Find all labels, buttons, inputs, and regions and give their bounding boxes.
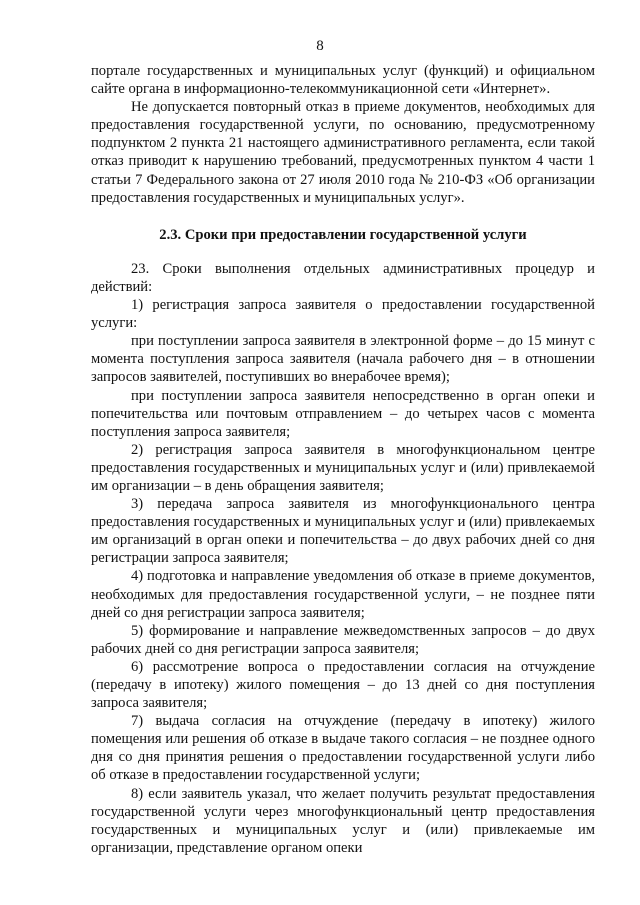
paragraph-continuation: порталe государственных и муниципальных услуг (функций) и официальном сайте органа в информационно-телекоммуникационной сети «Интернет». — [91, 63, 595, 98]
paragraph-repeat-refusal: Не допускается повторный отказ в приеме документов, необходимых для предоставления государственной услуги, по основанию, предусмотренному подпунктом 2 пункта 21 настоящего административного регламента, если такой отказ приводит к нарушению требований, предусмотренных пунктом 4 части 1 статьи 7 Федерального закона от 27 июля 2010 года № 210-ФЗ «Об организации предоставления государственных и муниципальных услуг». — [91, 99, 595, 206]
paragraph-subitem-8: 8) если заявитель указал, что желает получить результат предоставления государственной услуги через многофункциональный центр предоставления государственных и муниципальных услуг и (или) привлекаемые им организации, представление органом опеки — [91, 785, 595, 856]
section-heading: 2.3. Сроки при предоставлении государственной услуги — [159, 226, 527, 243]
paragraph-subitem-2: 2) регистрация запроса заявителя в многофункциональном центре предоставления государственных и муниципальных услуг и (или) привлекаемой им организации – в день обращения заявителя; — [91, 441, 595, 494]
paragraph-item-23: 23. Сроки выполнения отдельных административных процедур и действий: — [91, 260, 595, 295]
page-number: 8 — [316, 38, 324, 54]
paragraph-electronic-form: при поступлении запроса заявителя в электронной форме – до 15 минут с момента поступления запроса заявителя (начала рабочего дня – в отношении запросов заявителей, поступивших во внерабочее время); — [91, 333, 595, 386]
paragraph-subitem-1: 1) регистрация запроса заявителя о предоставлении государственной услуги: — [91, 297, 595, 332]
paragraph-subitem-6: 6) рассмотрение вопроса о предоставлении согласия на отчуждение (передачу в ипотеку) жилого помещения – до 13 дней со дня поступления запроса заявителя; — [91, 658, 595, 712]
paragraph-subitem-4: 4) подготовка и направление уведомления об отказе в приеме документов, необходимых для предоставления государственной услуги, – не позднее пяти дней со дня регистрации запроса заявителя; — [91, 568, 595, 621]
paragraph-subitem-7: 7) выдача согласия на отчуждение (передачу в ипотеку) жилого помещения или решения об отказе в выдаче такого согласия – не позднее одного дня со дня принятия решения о предоставлении государственной услуги либо об отказе в предоставлении государственной услуги; — [91, 713, 595, 784]
paragraph-subitem-3: 3) передача запроса заявителя из многофункционального центра предоставления государственных и муниципальных услуг и (или) привлекаемых им организаций в орган опеки и попечительства – до двух рабочих дней со дня регистрации запроса заявителя; — [91, 496, 595, 567]
document-body — [91, 62, 595, 857]
paragraph-subitem-5: 5) формирование и направление межведомственных запросов – до двух рабочих дней со дня регистрации запроса заявителя; — [91, 622, 595, 657]
paragraph-direct-submission: при поступлении запроса заявителя непосредственно в орган опеки и попечительства или почтовым отправлением – до четырех часов с момента поступления запроса заявителя; — [91, 387, 595, 440]
